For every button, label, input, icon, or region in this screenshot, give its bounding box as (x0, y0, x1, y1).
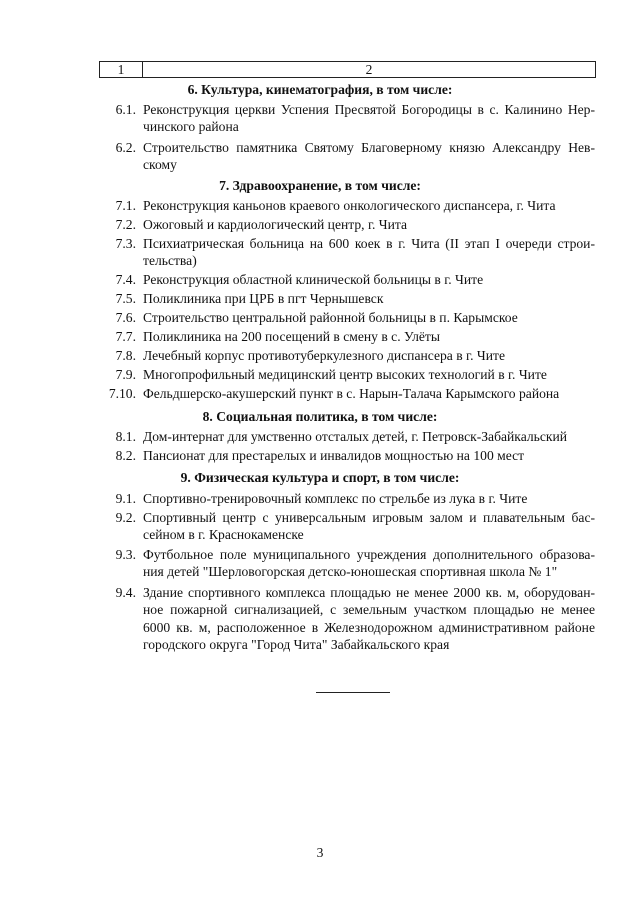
section-title-sport: 9. Физическая культура и спорт, в том числе: (180, 470, 460, 485)
item-text: Спортивно-тренировочный комплекс по стрельбе из лука в г. Чите (143, 491, 528, 506)
item-text: Фельдшерско-акушерский пункт в с. Нарын-Талача Карымского района (143, 386, 560, 401)
column-header-2: 2 (365, 62, 373, 77)
item-text: Поликлиника на 200 посещений в смену в с. Улёты (143, 329, 440, 344)
item-number: 9.4. (115, 585, 136, 600)
item-number: 7.6. (115, 310, 136, 325)
item-number: 7.5. (115, 291, 136, 306)
item-text: Психиатрическая больница на 600 коек в г. Чита (II этап I очереди строи-тельства) (143, 236, 595, 269)
item-text: Поликлиника при ЦРБ в пгт Чернышевск (143, 291, 384, 306)
item-text: Здание спортивного комплекса площадью не менее 2000 кв. м, оборудован-ное пожарной сигнализацией, с земельным участком площадью не менее 6000 кв. м, расположенное в Железнодорожном административном районе городского округа "Город Чита" Забайкальского края (143, 585, 595, 652)
item-text: Строительство центральной районной больницы в п. Карымское (143, 310, 518, 325)
item-text: Спортивный центр с универсальным игровым залом и плавательным бас-сейном в г. Краснокаменске (143, 510, 595, 543)
column-header-row (99, 61, 596, 78)
item-text: Лечебный корпус противотуберкулезного диспансера в г. Чите (143, 348, 505, 363)
item-number: 6.1. (115, 102, 136, 117)
item-text: Реконструкция каньонов краевого онкологического диспансера, г. Чита (143, 198, 556, 213)
item-number: 8.2. (115, 448, 136, 463)
item-text: Реконструкция областной клинической больницы в г. Чите (143, 272, 484, 287)
column-header-1: 1 (100, 62, 143, 77)
page-number: 3 (316, 845, 324, 860)
item-number: 7.4. (115, 272, 136, 287)
item-number: 8.1. (115, 429, 136, 444)
item-number: 9.1. (115, 491, 136, 506)
item-number: 9.3. (115, 547, 136, 562)
item-text: Дом-интернат для умственно отсталых детей, г. Петровск-Забайкальский (143, 429, 568, 444)
end-divider (316, 692, 390, 693)
item-number: 7.7. (115, 329, 136, 344)
section-title-social-policy: 8. Социальная политика, в том числе: (202, 409, 438, 424)
item-number: 9.2. (115, 510, 136, 525)
item-text: Реконструкция церкви Успения Пресвятой Богородицы в с. Калинино Нер-чинского района (143, 102, 595, 135)
item-number: 7.1. (115, 198, 136, 213)
section-title-healthcare: 7. Здравоохранение, в том числе: (219, 178, 421, 193)
item-text: Пансионат для престарелых и инвалидов мощностью на 100 мест (143, 448, 525, 463)
item-number: 7.8. (115, 348, 136, 363)
item-number: 7.10. (108, 386, 136, 401)
item-number: 7.3. (115, 236, 136, 251)
item-text: Строительство памятника Святому Благоверному князю Александру Нев-скому (143, 140, 595, 173)
item-number: 7.2. (115, 217, 136, 232)
item-number: 7.9. (115, 367, 136, 382)
section-title-culture: 6. Культура, кинематография, в том числе: (187, 82, 453, 97)
item-text: Футбольное поле муниципального учреждения дополнительного образова-ния детей "Шерловогорская детско-юношеская спортивная школа № 1" (143, 547, 595, 580)
item-text: Ожоговый и кардиологический центр, г. Чита (143, 217, 408, 232)
item-number: 6.2. (115, 140, 136, 155)
item-text: Многопрофильный медицинский центр высоких технологий в г. Чите (143, 367, 547, 382)
